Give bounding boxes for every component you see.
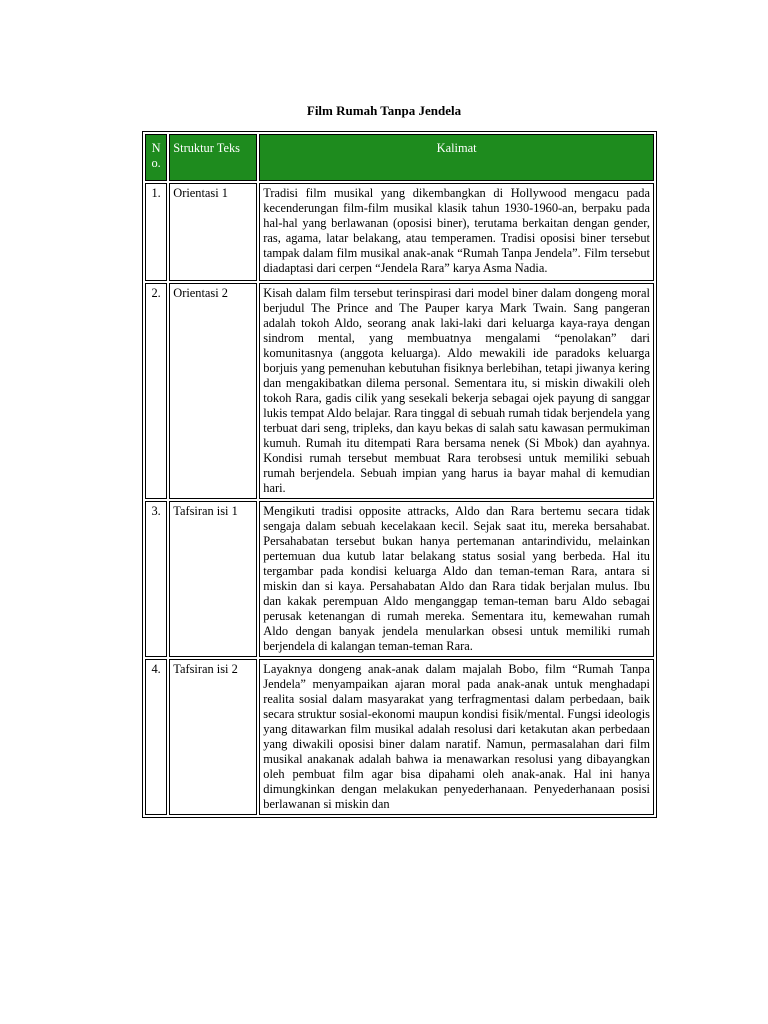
- table-row: [145, 183, 654, 281]
- row-struktur-teks: Orientasi 1: [169, 183, 257, 281]
- row-struktur-teks: Tafsiran isi 1: [169, 501, 257, 657]
- header-struktur-teks: Struktur Teks: [169, 134, 257, 181]
- table-row: [145, 501, 654, 657]
- header-kalimat: Kalimat: [259, 134, 654, 181]
- row-number: 4.: [145, 659, 167, 815]
- row-kalimat: Tradisi film musikal yang dikembangkan di Hollywood mengacu pada kecenderungan film-film musikal klasik tahun 1930-1960-an, berpaku pada hal-hal yang berlawanan (oposisi biner), terutama berkaitan dengan gender, ras, agama, latar belakang, atau temperamen. Tradisi oposisi biner tersebut tampak dalam film musikal anak-anak “Rumah Tanpa Jendela”. Film tersebut diadaptasi dari cerpen “Jendela Rara” karya Asma Nadia.: [259, 183, 654, 281]
- table-header-row: [145, 134, 654, 181]
- row-number: 2.: [145, 283, 167, 499]
- table-row: [145, 659, 654, 815]
- page-title: Film Rumah Tanpa Jendela: [306, 103, 462, 118]
- document-table: [142, 131, 657, 818]
- header-no: No.: [145, 134, 167, 181]
- row-struktur-teks: Orientasi 2: [169, 283, 257, 499]
- row-kalimat: Layaknya dongeng anak-anak dalam majalah Bobo, film “Rumah Tanpa Jendela” menyampaikan ajaran moral pada anak-anak untuk menghadapi realita sosial dalam masyarakat yang terfragmentasi dalam perbedaan, baik secara struktur sosial-ekonomi maupun kondisi fisik/mental. Fungsi ideologis yang ditawarkan film musikal adalah resolusi dari ketakutan akan perbedaan yang diwakili oposisi biner dalam naratif. Namun, permasalahan dari film musikal anakanak adalah bahwa ia menawarkan resolusi yang dibayangkan oleh pembuat film agar bisa dipahami oleh anak-anak. Hal ini hanya dimungkinkan dengan melakukan penyederhanaan. Penyederhanaan posisi berlawanan si miskin dan: [259, 659, 654, 815]
- row-number: 3.: [145, 501, 167, 657]
- row-kalimat: Mengikuti tradisi opposite attracks, Aldo dan Rara bertemu secara tidak sengaja dalam sebuah kecelakaan kecil. Sejak saat itu, mereka bersahabat. Persahabatan tersebut bukan hanya pertemanan antarindividu, melainkan pertemuan dua kutub latar belakang status sosial yang berbeda. Hal itu tergambar pada kondisi keluarga Aldo dan teman-teman Rara, antara si miskin dan si kaya. Persahabatan Aldo dan Rara tidak berjalan mulus. Ibu dan kakak perempuan Aldo menganggap teman-teman baru Aldo sebagai perusak ketenangan di rumah mereka. Sementara itu, kemewahan rumah Aldo dengan banyak jendela menularkan obsesi untuk memiliki rumah berjendela di kalangan teman-teman Rara.: [259, 501, 654, 657]
- row-number: 1.: [145, 183, 167, 281]
- row-struktur-teks: Tafsiran isi 2: [169, 659, 257, 815]
- row-kalimat: Kisah dalam film tersebut terinspirasi dari model biner dalam dongeng moral berjudul The Prince and The Pauper karya Mark Twain. Sang pangeran adalah tokoh Aldo, seorang anak laki-laki dari keluarga kaya-raya dengan sindrom mental, yang membuatnya mengalami “penolakan” dari komunitasnya (anggota keluarga). Aldo mewakili ide paradoks keluarga borjuis yang pemenuhan kebutuhan fisiknya berlebihan, tetapi jiwanya kering dan mengakibatkan dilema personal. Sementara itu, si miskin diwakili oleh tokoh Rara, gadis cilik yang sesekali bekerja sebagai ojek payung di sanggar lukis tempat Aldo belajar. Rara tinggal di sebuah rumah tidak berjendela yang terbuat dari seng, tripleks, dan kayu bekas di salah satu kawasan permukiman kumuh. Rumah itu ditempati Rara bersama nenek (Si Mbok) dan ayahnya. Kondisi rumah tersebut membuat Rara terobsesi untuk memiliki sebuah rumah berjendela. Sebuah impian yang harus ia bayar mahal di kemudian hari.: [259, 283, 654, 499]
- table-row: [145, 283, 654, 499]
